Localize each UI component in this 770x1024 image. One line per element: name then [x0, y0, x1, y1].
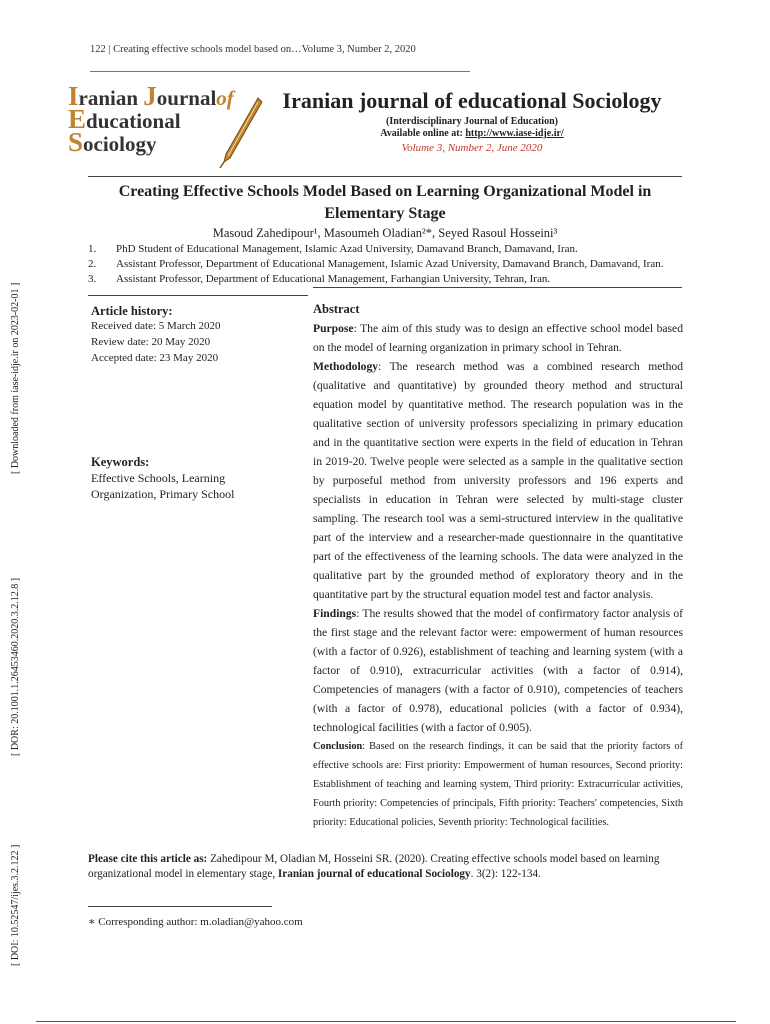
keywords-heading: Keywords: [91, 455, 150, 469]
journal-availability: Available online at: http://www.iase-idje.ir/ [380, 128, 564, 139]
abstract-findings: Findings: The results showed that the model of confirmatory factor analysis of the first stage and the relevant factor were: empowerment of human resources (with a factor of 0.926), establishment of teaching and learning system (with a factor of 0.910), extracurricular activities (with a factor of 0.914), Competencies of managers (with a factor of 0.910), competencies of teachers (with a factor of 0.978), educational policies (with a factor of 0.934), technological facilities (with a factor of 0.905). [313, 607, 683, 734]
header-divider [90, 71, 470, 72]
received-date: Received date: 5 March 2020 [91, 320, 221, 332]
logo-line-2: Educational [68, 104, 181, 134]
affiliation-1: 1. PhD Student of Educational Management, Islamic Azad University, Damavand Branch, Damavand, Iran. [88, 243, 578, 255]
abstract [313, 300, 683, 832]
logo-line-3: Sociology [68, 127, 157, 157]
logo-line-1: Iranian Journalof [68, 81, 234, 111]
right-column-divider [313, 287, 682, 288]
pen-icon [218, 96, 264, 170]
title-divider [88, 176, 682, 177]
side-doi-note: [ DOI: 10.52547/ijes.3.2.122 ] [10, 844, 21, 966]
abstract-methodology: Methodology: The research method was a combined research method (qualitative and quantitative) by grounded theory method and structural equation model by quantitative method. The research population was in the qualitative section of university professors specializing in primary education and in the quantitative section were experts in the field of education in Tehran in 2019-20. Twelve people were selected as a sample in the qualitative section by purposeful method from university professors and 196 experts and specialists in education in Tehran were selected by multi-stage cluster sampling. The research tool was a semi-structured interview in the qualitative part of the interview and a researcher-made questionnaire in the quantitative part of the effectiveness of the learning schools. The data were analyzed in the qualitative part by the grounded method of exploratory theory and in the quantitative part by the structural equation model test and factor analysis. [313, 360, 683, 601]
author-list: Masoud Zahedipour¹, Masoumeh Oladian²*, Seyed Rasoul Hosseini³ [212, 226, 558, 240]
abstract-purpose: Purpose: The aim of this study was to design an effective school model based on the model of learning organization in primary school in Tehran. [313, 322, 683, 354]
affiliation-2: 2. Assistant Professor, Department of Educational Management, Islamic Azad University, Damavand Branch, Damavand, Iran. [88, 258, 664, 270]
journal-title: Iranian journal of educational Sociology [282, 88, 662, 113]
left-column-divider [88, 295, 308, 296]
citation: Please cite this article as: Zahedipour M, Oladian M, Hosseini SR. (2020). Creating effective schools model based on learning organizational model in elementary stage, Iranian journal of educational Sociology. 3(2): 122-134. [88, 853, 660, 880]
journal-url-link[interactable]: http://www.iase-idje.ir/ [465, 128, 564, 139]
footnote-divider [88, 906, 272, 907]
abstract-conclusion: Conclusion: Based on the research findings, it can be said that the priority factors of effective schools are: First priority: Empowerment of human resources, Second priority: Establishment of teaching and learning system, Third priority: Extracurricular activities, Fourth priority: Competencies of principals, Fifth priority: Teachers' competencies, Sixth priority: Educational policies, Seventh priority: Technological facilities. [313, 741, 683, 828]
paper-title: Creating Effective Schools Model Based on Learning Organizational Model in Elementary Stage [118, 183, 652, 222]
keywords-list: Effective Schools, Learning Organization, Primary School [91, 471, 235, 501]
accepted-date: Accepted date: 23 May 2020 [91, 352, 219, 364]
abstract-heading: Abstract [313, 302, 360, 316]
running-head: 122 | Creating effective schools model based on…Volume 3, Number 2, 2020 [90, 44, 416, 55]
side-downloaded-note: [ Downloaded from iase-idje.ir on 2023-02-01 ] [10, 282, 21, 474]
affiliation-3: 3. Assistant Professor, Department of Educational Management, Farhangian University, Tehran, Iran. [88, 273, 551, 285]
journal-subtitle: (Interdisciplinary Journal of Education) [386, 116, 558, 127]
side-dor-note: [ DOR: 20.1001.1.26453460.2020.3.2.12.8 ] [10, 577, 21, 756]
review-date: Review date: 20 May 2020 [91, 336, 211, 348]
corresponding-author-footnote: ∗ Corresponding author: m.oladian@yahoo.com [88, 916, 303, 928]
article-history-heading: Article history: [91, 304, 173, 318]
page-bottom-rule [36, 1021, 736, 1022]
journal-volume: Volume 3, Number 2, June 2020 [401, 142, 543, 154]
